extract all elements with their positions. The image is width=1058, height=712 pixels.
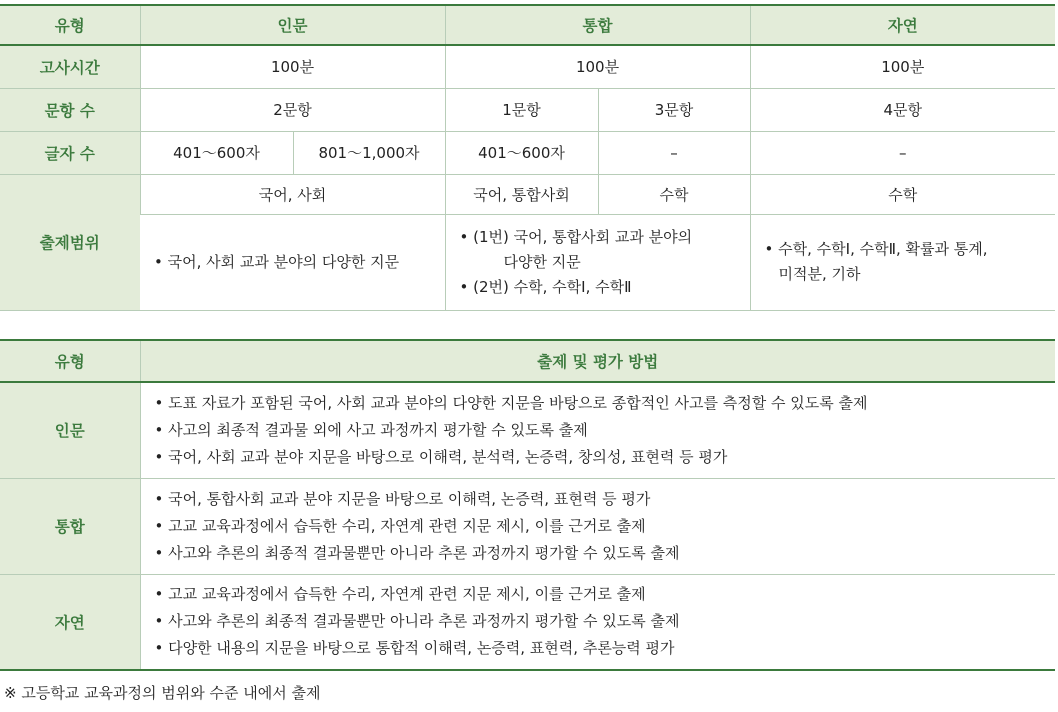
row-label-natural: 자연 bbox=[0, 574, 140, 670]
header-integrated: 통합 bbox=[445, 5, 750, 45]
natural-desc-line: 수학, 수학Ⅰ, 수학Ⅱ, 확률과 통계, bbox=[778, 240, 988, 258]
time-integrated: 100분 bbox=[445, 45, 750, 88]
scope-integrated-desc bbox=[445, 214, 750, 310]
header-type: 유형 bbox=[0, 5, 140, 45]
list-item: • 국어, 사회 교과 분야의 다양한 지문 bbox=[154, 249, 445, 276]
questions-integrated-b: 3문항 bbox=[598, 88, 750, 131]
method-integrated bbox=[140, 478, 1055, 574]
row-label-integrated: 통합 bbox=[0, 478, 140, 574]
integrated-desc-line: (1번) 국어, 통합사회 교과 분야의 bbox=[473, 227, 693, 246]
row-label-time: 고사시간 bbox=[0, 45, 140, 88]
scope-humanities-subject: 국어, 사회 bbox=[140, 174, 445, 214]
list-item: • 고교 교육과정에서 습득한 수리, 자연계 관련 지문 제시, 이를 근거로 출제 bbox=[155, 581, 1056, 608]
scope-natural-desc bbox=[750, 214, 1055, 310]
scope-humanities-desc bbox=[140, 214, 445, 310]
list-item: • 국어, 통합사회 교과 분야 지문을 바탕으로 이해력, 논증력, 표현력 등 평가 bbox=[155, 486, 1056, 513]
scope-integrated-a-subject: 국어, 통합사회 bbox=[445, 174, 598, 214]
integrated-desc-line: 다양한 지문 bbox=[503, 252, 581, 271]
chars-humanities-a: 401～600자 bbox=[140, 131, 293, 174]
time-humanities: 100분 bbox=[140, 45, 445, 88]
row-label-humanities: 인문 bbox=[0, 382, 140, 478]
list-item: • (2번) 수학, 수학Ⅰ, 수학Ⅱ bbox=[459, 277, 632, 296]
questions-natural: 4문항 bbox=[750, 88, 1055, 131]
header-type: 유형 bbox=[0, 340, 140, 382]
method-humanities bbox=[140, 382, 1055, 478]
evaluation-method-table bbox=[0, 339, 1055, 671]
chars-humanities-b: 801～1,000자 bbox=[293, 131, 445, 174]
list-item: • 국어, 사회 교과 분야 지문을 바탕으로 이해력, 분석력, 논증력, 창의성, 표현력 등 평가 bbox=[155, 444, 1056, 471]
list-item: • (1번) 국어, 통합사회 교과 분야의 다양한 지문 bbox=[460, 225, 750, 275]
method-natural bbox=[140, 574, 1055, 670]
time-natural: 100분 bbox=[750, 45, 1055, 88]
questions-humanities: 2문항 bbox=[140, 88, 445, 131]
list-item: • 사고와 추론의 최종적 결과물뿐만 아니라 추론 과정까지 평가할 수 있도록 출제 bbox=[155, 608, 1056, 635]
scope-natural-subject: 수학 bbox=[750, 174, 1055, 214]
header-humanities: 인문 bbox=[140, 5, 445, 45]
chars-natural: – bbox=[750, 131, 1055, 174]
list-item: • 도표 자료가 포함된 국어, 사회 교과 분야의 다양한 지문을 바탕으로 종합적인 사고를 측정할 수 있도록 출제 bbox=[155, 390, 1056, 417]
questions-integrated-a: 1문항 bbox=[445, 88, 598, 131]
list-item: • 고교 교육과정에서 습득한 수리, 자연계 관련 지문 제시, 이를 근거로 출제 bbox=[155, 513, 1056, 540]
list-item: • 수학, 수학Ⅰ, 수학Ⅱ, 확률과 통계, 미적분, 기하 bbox=[765, 237, 1056, 287]
row-label-chars: 글자 수 bbox=[0, 131, 140, 174]
integrated-desc-line: (2번) 수학, 수학Ⅰ, 수학Ⅱ bbox=[473, 277, 632, 296]
row-label-scope: 출제범위 bbox=[0, 174, 140, 310]
row-label-questions: 문항 수 bbox=[0, 88, 140, 131]
header-natural: 자연 bbox=[750, 5, 1055, 45]
list-item: • 사고와 추론의 최종적 결과물뿐만 아니라 추론 과정까지 평가할 수 있도록 출제 bbox=[155, 540, 1056, 567]
exam-format-table bbox=[0, 4, 1055, 311]
footnote: ※ 고등학교 교육과정의 범위와 수준 내에서 출제 bbox=[4, 684, 321, 702]
scope-integrated-b-subject: 수학 bbox=[598, 174, 750, 214]
natural-desc-line: 미적분, 기하 bbox=[778, 265, 861, 283]
chars-integrated-b: – bbox=[598, 131, 750, 174]
chars-integrated-a: 401～600자 bbox=[445, 131, 598, 174]
list-item: • 사고의 최종적 결과물 외에 사고 과정까지 평가할 수 있도록 출제 bbox=[155, 417, 1056, 444]
header-method: 출제 및 평가 방법 bbox=[140, 340, 1055, 382]
list-item: • 다양한 내용의 지문을 바탕으로 통합적 이해력, 논증력, 표현력, 추론능력 평가 bbox=[155, 635, 1056, 662]
